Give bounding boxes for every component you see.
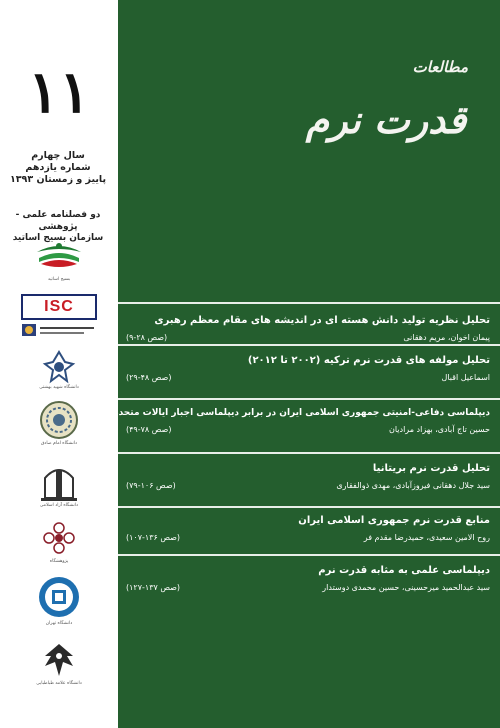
toc-divider	[118, 398, 500, 400]
tehran-university-logo	[0, 574, 118, 627]
season-line: پاییز و زمستان ۱۳۹۳	[9, 174, 107, 185]
issue-info	[0, 150, 116, 186]
toc-divider	[118, 344, 500, 346]
article-authors: پیمان اخوان، مریم دهقانی	[403, 333, 490, 342]
volume-line: سال چهارم	[31, 150, 85, 161]
logo-caption: بسیج اساتید	[47, 277, 71, 282]
toc-divider	[118, 506, 500, 508]
article-pages: (صص ۱۰۶-۷۹)	[126, 481, 176, 490]
green-panel	[83, 0, 500, 728]
article-title: دیپلماسی علمی به مثابه قدرت نرم	[318, 565, 490, 576]
article-authors: روح الامین سعیدی، حمیدرضا مقدم فر	[363, 533, 490, 542]
article-pages: (صص ۲۸-۹)	[126, 333, 168, 342]
article-title: تحلیل نظریه تولید دانش هسته ای در اندیشه های مقام معظم رهبری	[154, 315, 490, 326]
toc-divider	[118, 554, 500, 556]
logo-caption: دانشگاه آزاد اسلامی	[39, 503, 79, 508]
toc-divider	[118, 302, 500, 304]
tehran-university-logo-icon	[37, 574, 81, 620]
logo-caption: دانشگاه شهید بهشتی	[39, 385, 79, 390]
regional-science-citation-logo	[0, 322, 118, 338]
article-pages: (صص ۷۸-۴۹)	[126, 425, 172, 434]
article-pages: (صص ۴۸-۲۹)	[126, 373, 172, 382]
eagle-emblem-logo	[0, 640, 118, 687]
issue-line: شماره یازدهم	[25, 162, 91, 173]
logo-caption: دانشگاه امام صادق	[40, 441, 78, 446]
logo-caption: دانشگاه علامه طباطبایی	[36, 681, 82, 686]
left-column	[0, 0, 118, 728]
article-title: دیپلماسی دفاعی-امنیتی جمهوری اسلامی ایران در برابر دیپلماسی اجبار ایالات متحده آمریکا	[83, 408, 490, 418]
flower-emblem-icon	[39, 520, 79, 558]
article-pages: (صص ۱۳۷-۱۲۷)	[126, 583, 181, 592]
flower-emblem-logo	[0, 520, 118, 565]
article-authors: سید عبدالحمید میرحسینی، حسین محمدی دوستدار	[322, 583, 490, 592]
isc-logo-icon: ISC	[21, 294, 97, 320]
article-authors: حسین تاج آبادی، بهزاد مرادیان	[388, 425, 490, 434]
journal-type-line: دو فصلنامه علمی - پژوهشی	[15, 210, 101, 232]
mosque-emblem-icon	[39, 458, 79, 502]
article-pages: (صص ۱۳۶-۱۰۷)	[126, 533, 181, 542]
logo-caption: دانشگاه تهران	[45, 621, 73, 626]
basij-asatid-logo-icon	[33, 238, 85, 276]
publisher-line: سازمان بسیج اساتید	[12, 233, 104, 243]
journal-title-prefix: مطالعات	[412, 58, 468, 76]
university-emblem-icon	[42, 350, 76, 384]
university-emblem-logo	[0, 350, 118, 391]
university-seal-icon	[39, 400, 79, 440]
regional-science-citation-logo-icon	[22, 322, 96, 338]
basij-asatid-logo	[0, 238, 118, 283]
article-title: منابع قدرت نرم جمهوری اسلامی ایران	[298, 515, 490, 526]
article-title: تحلیل مولفه های قدرت نرم ترکیه (۲۰۰۲ تا ۲۰۱۲)	[247, 355, 490, 366]
article-authors: سید جلال دهقانی فیروزآبادی، مهدی ذوالفقاری	[336, 481, 490, 490]
issue-number: ۱۱	[27, 58, 91, 126]
mosque-emblem-logo	[0, 458, 118, 509]
article-authors: اسماعیل اقبال	[441, 373, 490, 382]
isc-logo	[0, 294, 118, 320]
logo-caption: پژوهشگاه	[49, 559, 69, 564]
article-title: تحلیل قدرت نرم بریتانیا	[372, 463, 490, 474]
journal-title: قدرت نرم	[305, 97, 467, 142]
toc-divider	[118, 452, 500, 454]
eagle-emblem-icon	[39, 640, 79, 680]
